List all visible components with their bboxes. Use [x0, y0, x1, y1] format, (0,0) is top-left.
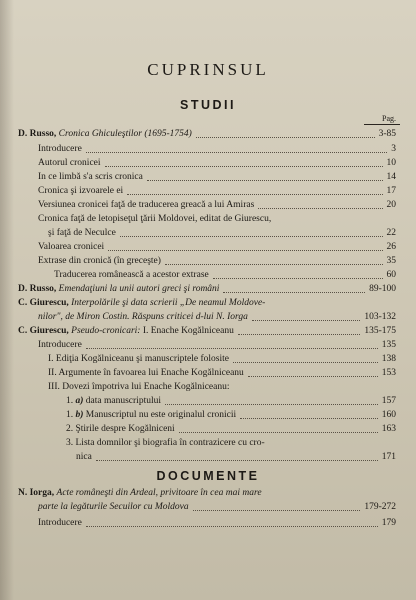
- dotted-leader: [120, 236, 383, 237]
- toc-entry: [0, 199, 416, 211]
- dotted-leader: [213, 278, 383, 279]
- page-title: CUPRINSUL: [147, 60, 269, 79]
- entry-author: C. Giurescu,: [18, 298, 69, 308]
- entry-title: [38, 241, 104, 253]
- entry-text: Valoarea cronicei: [38, 242, 105, 252]
- entry-text: Traducerea românească a acestor extrase: [54, 270, 209, 280]
- dotted-leader: [127, 194, 382, 195]
- entry-title: [18, 283, 219, 295]
- toc-entry: [0, 325, 416, 337]
- toc-entry: [0, 437, 416, 449]
- entry-title: [18, 297, 265, 309]
- entry-page-number: 10: [386, 158, 396, 168]
- page-column-label: Pag.: [382, 114, 396, 123]
- entry-text: Cronica şi izvoarele ei: [38, 186, 124, 196]
- entry-title: [38, 255, 161, 267]
- toc-entry: [0, 213, 416, 225]
- dotted-leader: [86, 526, 378, 527]
- entry-title: [48, 227, 116, 239]
- entry-title: [18, 487, 262, 499]
- toc-entry: [0, 185, 416, 197]
- entry-title: [38, 143, 82, 155]
- dotted-leader: [238, 334, 361, 335]
- dotted-leader: [147, 180, 383, 181]
- entry-page-number: 153: [381, 368, 396, 378]
- entry-page-number: 171: [381, 452, 396, 462]
- entry-subtitle: I. Enache Kogălniceanu: [142, 326, 234, 336]
- entry-title: [18, 325, 234, 337]
- entry-work-title: Cronica Ghiculeştilor (1695-1754): [58, 129, 192, 139]
- entry-page-number: 3-85: [378, 129, 396, 139]
- toc-entry: [0, 381, 416, 393]
- entry-page-number: 179: [381, 518, 396, 528]
- dotted-leader: [165, 264, 383, 265]
- entry-title: [38, 517, 82, 529]
- entry-page-number: 35: [386, 256, 396, 266]
- entry-title: [38, 339, 82, 351]
- entry-title: [38, 311, 248, 323]
- entry-text: Versiunea cronicei faţă de traducerea greacă a lui Amiras: [38, 200, 255, 210]
- entry-page-number: 163: [381, 424, 396, 434]
- dotted-leader: [86, 348, 378, 349]
- entry-text: Cronica faţă de letopiseţul ţării Moldovei, editat de Giurescu,: [38, 214, 272, 224]
- entry-title: [38, 199, 254, 211]
- dotted-leader: [223, 292, 365, 293]
- toc-entry: [0, 367, 416, 379]
- entry-title: [18, 128, 192, 140]
- entry-title: [66, 395, 161, 407]
- entry-title: [66, 423, 175, 435]
- toc-entry: [0, 143, 416, 155]
- entry-text: nica: [76, 452, 92, 462]
- page-column-rule: [364, 124, 400, 125]
- entry-page-number: 89-100: [369, 284, 396, 294]
- dotted-leader: [105, 166, 383, 167]
- entry-number: 1.: [66, 396, 74, 406]
- entry-page-number: 103-132: [364, 312, 396, 322]
- toc-entry: [0, 157, 416, 169]
- entry-text: 2. Ştirile despre Kogălniceni: [66, 424, 175, 434]
- dotted-leader: [233, 362, 378, 363]
- toc-entry: [0, 227, 416, 239]
- entry-text: Manuscriptul nu este originalul cronicii: [85, 410, 237, 420]
- entry-author: D. Russo,: [18, 129, 57, 139]
- toc-entry: [0, 339, 416, 351]
- dotted-leader: [86, 152, 387, 153]
- toc-entry: [0, 297, 416, 309]
- toc-entry: [0, 128, 416, 140]
- dotted-leader: [193, 510, 361, 511]
- entry-page-number: 3: [391, 144, 396, 154]
- entry-work-title: Interpolările şi data scrierii „De neamul Moldove-: [71, 298, 266, 308]
- dotted-leader: [240, 418, 378, 419]
- toc-entry: [0, 171, 416, 183]
- entry-text: şi faţă de Neculce: [48, 228, 116, 238]
- entry-page-number: 60: [386, 270, 396, 280]
- toc-entry: [0, 353, 416, 365]
- toc-entry: [0, 409, 416, 421]
- entry-work-title: Pseudo-cronicari:: [71, 326, 141, 336]
- entry-page-number: 20: [386, 200, 396, 210]
- entry-page-number: 17: [386, 186, 396, 196]
- entry-page-number: 26: [386, 242, 396, 252]
- dotted-leader: [96, 460, 378, 461]
- entry-work-title: Acte româneşti din Ardeal, privitoare în cea mai mare: [56, 488, 262, 498]
- dotted-leader: [165, 404, 378, 405]
- dotted-leader: [248, 376, 378, 377]
- entry-text: Introducere: [38, 518, 82, 528]
- entry-text: Autorul cronicei: [38, 158, 101, 168]
- entry-text: II. Argumente în favoarea lui Enache Kogălniceanu: [48, 368, 244, 378]
- entry-title: [38, 157, 101, 169]
- entry-text: III. Dovezi împotriva lui Enache Kogălniceanu:: [48, 382, 230, 392]
- toc-entry: [0, 501, 416, 513]
- entry-page-number: 138: [381, 354, 396, 364]
- entry-page-number: 157: [381, 396, 396, 406]
- entry-title: [38, 501, 189, 513]
- entry-text: 3. Lista domnilor şi biografia în contrazicere cu cro-: [66, 438, 265, 448]
- section-heading-documente: DOCUMENTE: [156, 469, 260, 483]
- toc-entry: [0, 241, 416, 253]
- toc-entry: [0, 487, 416, 499]
- toc-entry: [0, 255, 416, 267]
- entry-title: [38, 185, 123, 197]
- entry-text: In ce limbă s'a scris cronica: [38, 172, 143, 182]
- entry-page-number: 135-175: [364, 326, 396, 336]
- toc-entry: [0, 269, 416, 281]
- entry-author: D. Russo,: [18, 284, 57, 294]
- entry-page-number: 135: [381, 340, 396, 350]
- entry-title: [48, 353, 229, 365]
- entry-work-title: parte la legăturile Secuilor cu Moldova: [38, 502, 189, 512]
- entry-work-title: nilor", de Miron Costin. Răspuns criticei d-lui N. Iorga: [38, 312, 248, 322]
- entry-title: [48, 381, 230, 393]
- entry-subletter: a): [75, 396, 84, 406]
- entry-work-title: Emendaţiuni la unii autori greci şi români: [58, 284, 220, 294]
- entry-page-number: 22: [386, 228, 396, 238]
- entry-subletter: b): [75, 410, 84, 420]
- entry-text: I. Ediţia Kogălniceanu şi manuscriptele folosite: [48, 354, 229, 364]
- entry-page-number: 160: [381, 410, 396, 420]
- entry-text: Extrase din cronică (în greceşte): [38, 256, 161, 266]
- section-heading-studii: STUDII: [180, 98, 236, 112]
- toc-entry: [0, 311, 416, 323]
- dotted-leader: [108, 250, 382, 251]
- dotted-leader: [179, 432, 378, 433]
- entry-text: data manuscriptului: [85, 396, 161, 406]
- dotted-leader: [252, 320, 360, 321]
- entry-title: [48, 367, 244, 379]
- entry-text: Introducere: [38, 144, 82, 154]
- entry-text: Introducere: [38, 340, 82, 350]
- entry-title: [66, 437, 265, 449]
- entry-page-number: 14: [386, 172, 396, 182]
- dotted-leader: [196, 137, 375, 138]
- entry-number: 1.: [66, 410, 74, 420]
- entry-title: [38, 213, 271, 225]
- toc-entry: [0, 423, 416, 435]
- toc-entry: [0, 517, 416, 529]
- entry-title: [76, 451, 92, 463]
- toc-entry: [0, 283, 416, 295]
- toc-entry: [0, 395, 416, 407]
- entry-title: [66, 409, 236, 421]
- entry-author: N. Iorga,: [18, 488, 55, 498]
- entry-title: [38, 171, 143, 183]
- entry-author: C. Giurescu,: [18, 326, 69, 336]
- entry-title: [54, 269, 209, 281]
- toc-entry: [0, 451, 416, 463]
- dotted-leader: [258, 208, 382, 209]
- entry-page-number: 179-272: [364, 502, 396, 512]
